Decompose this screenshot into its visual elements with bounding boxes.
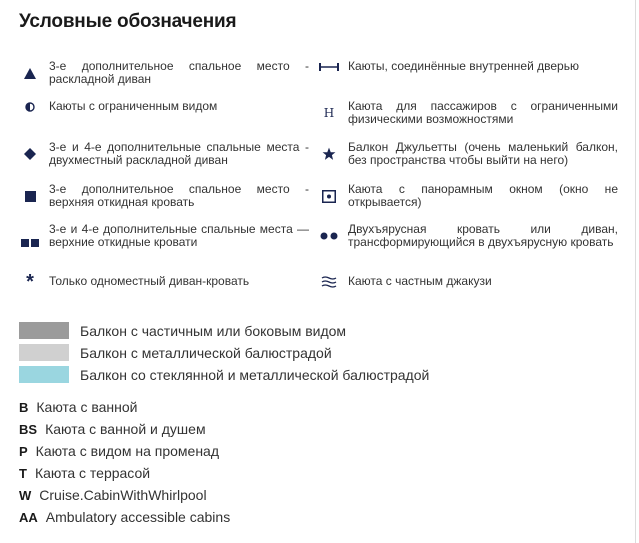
legend-text: Каюты, соединённые внутренней дверью xyxy=(348,59,579,73)
code-key: BS xyxy=(19,422,38,437)
connecting-door-icon xyxy=(318,62,340,72)
jacuzzi-waves-icon xyxy=(318,276,340,288)
legend-item-accessible xyxy=(318,100,619,126)
code-label: Каюта с ванной и душем xyxy=(45,421,206,437)
swatch-label: Балкон со стеклянной и металлической балюстрадой xyxy=(80,366,430,383)
star-icon xyxy=(318,147,340,161)
legend-text: Каюта с панорамным окном (окно не открывается) xyxy=(348,182,618,209)
code-row-aa xyxy=(19,509,230,525)
code-label: Каюта с террасой xyxy=(34,465,151,481)
legend-text: Каюта с частным джакузи xyxy=(348,274,492,288)
legend-item-single-sofa xyxy=(19,270,311,293)
legend-text: Балкон Джульетты (очень маленький балкон, без пространства чтобы выйти на него) xyxy=(348,140,618,167)
code-key: T xyxy=(19,466,27,481)
asterisk-icon: * xyxy=(26,270,34,293)
legend-text: 3-е и 4-е дополнительные спальные места - двухместный раскладной диван xyxy=(49,140,309,167)
double-square-icon xyxy=(19,239,41,247)
code-row-t xyxy=(19,465,150,481)
legend-item-limited-view xyxy=(19,100,311,113)
diamond-icon xyxy=(19,148,41,160)
swatch-label: Балкон с металлической балюстрадой xyxy=(80,344,332,361)
legend-item-pullman xyxy=(19,183,311,209)
half-circle-icon xyxy=(19,102,41,112)
code-key: AA xyxy=(19,510,38,525)
legend-item-jacuzzi xyxy=(318,275,619,288)
legend-text: Каюты с ограниченным видом xyxy=(49,99,218,113)
legend-text: 3-е и 4-е дополнительные спальные места — верхние откидные кровати xyxy=(49,222,309,249)
accessible-h-icon: H xyxy=(323,106,335,120)
swatch-glass-railing xyxy=(19,366,429,383)
code-label: Ambulatory accessible cabins xyxy=(45,509,231,525)
code-key: B xyxy=(19,400,29,415)
legend-item-bunk-bed xyxy=(318,223,619,249)
swatch-metal-railing xyxy=(19,344,332,361)
legend-item-panoramic xyxy=(318,183,619,209)
code-label: Cruise.CabinWithWhirlpool xyxy=(39,487,207,503)
code-key: P xyxy=(19,444,28,459)
code-key: W xyxy=(19,488,32,503)
square-icon xyxy=(19,191,41,202)
legend-item-connecting xyxy=(318,60,619,73)
code-label: Каюта с видом на променад xyxy=(35,443,220,459)
code-row-p xyxy=(19,443,219,459)
code-row-b xyxy=(19,399,137,415)
code-label: Каюта с ванной xyxy=(36,399,138,415)
legend-text: Только одноместный диван-кровать xyxy=(49,274,250,288)
legend-item-double-sofa xyxy=(19,141,311,167)
panoramic-window-icon xyxy=(318,190,340,203)
code-row-w xyxy=(19,487,207,503)
legend-item-sofa-bed xyxy=(19,60,311,86)
legend-text: Каюта для пассажиров с ограниченными физическими возможностями xyxy=(348,99,618,126)
swatch-label: Балкон с частичным или боковым видом xyxy=(80,322,347,339)
legend-item-two-pullmans xyxy=(19,223,311,249)
swatch-partial-view xyxy=(19,322,346,339)
code-row-bs xyxy=(19,421,206,437)
swatch-color-box xyxy=(19,366,69,383)
swatch-color-box xyxy=(19,322,69,339)
legend-text: 3-е дополнительное спальное место - раскладной диван xyxy=(49,59,309,86)
double-dot-icon xyxy=(318,232,340,240)
swatch-color-box xyxy=(19,344,69,361)
legend-title: Условные обозначения xyxy=(19,11,237,32)
legend-text: 3-е дополнительное спальное место - верхняя откидная кровать xyxy=(49,182,309,209)
legend-item-juliet-balcony xyxy=(318,141,619,167)
triangle-icon xyxy=(19,68,41,79)
legend-text: Двухъярусная кровать или диван, трансформирующийся в двухъярусную кровать xyxy=(348,222,618,249)
